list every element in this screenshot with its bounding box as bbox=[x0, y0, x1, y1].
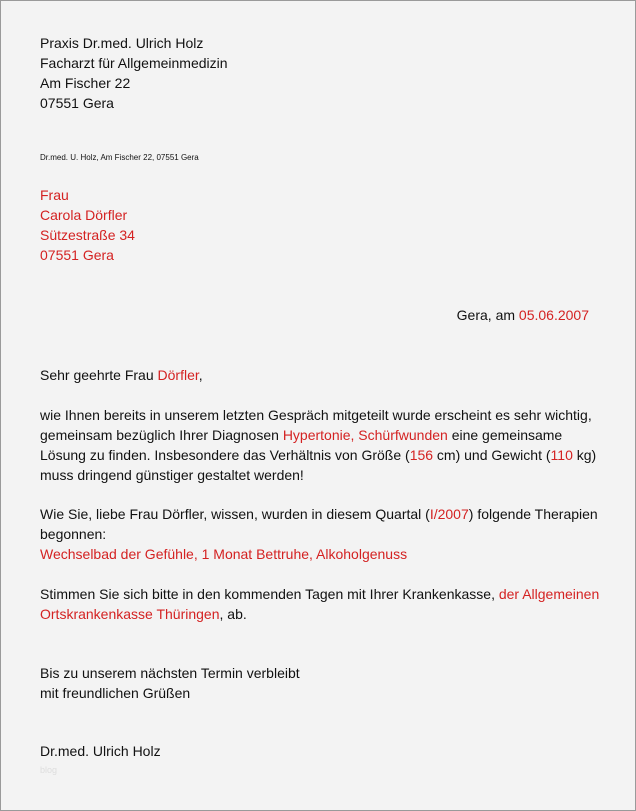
sender-street: Am Fischer 22 bbox=[40, 75, 131, 91]
text-line bbox=[40, 504, 598, 524]
recipient-city: 07551 Gera bbox=[40, 247, 114, 263]
recipient-street: Sützestraße 34 bbox=[40, 227, 135, 243]
text: cm) und Gewicht ( bbox=[433, 447, 551, 463]
sender-address bbox=[40, 33, 228, 113]
text-line bbox=[40, 584, 599, 604]
watermark: blog bbox=[40, 765, 58, 775]
insurance-name: Ortskrankenkasse Thüringen bbox=[40, 606, 220, 622]
closing-line: mit freundlichen Grüßen bbox=[40, 685, 191, 701]
text-line: wie Ihnen bereits in unserem letzten Gespräch mitgeteilt wurde erscheint es sehr wichtig, bbox=[40, 407, 592, 423]
weight-value: 110 bbox=[550, 447, 573, 463]
return-address: Dr.med. U. Holz, Am Fischer 22, 07551 Gera bbox=[40, 153, 199, 162]
signature: Dr.med. Ulrich Holz bbox=[40, 743, 161, 759]
paragraph-therapies bbox=[40, 504, 598, 564]
text: eine gemeinsame bbox=[447, 427, 563, 443]
closing bbox=[40, 663, 300, 703]
text-line: muss dringend günstiger gestaltet werden! bbox=[40, 467, 304, 483]
sender-city: 07551 Gera bbox=[40, 95, 114, 111]
paragraph-diagnosis bbox=[40, 405, 596, 485]
therapies: Wechselbad der Gefühle, 1 Monat Bettruhe, Alkoholgenuss bbox=[40, 546, 408, 562]
date-prefix: Gera, am bbox=[456, 307, 519, 323]
salutation-suffix: , bbox=[198, 367, 203, 383]
text: Lösung zu finden. Insbesondere das Verhältnis von Größe ( bbox=[40, 447, 410, 463]
text-line: begonnen: bbox=[40, 526, 107, 542]
text-line bbox=[40, 425, 596, 445]
quarter-value: I/2007 bbox=[429, 506, 469, 522]
recipient-salutation: Frau bbox=[40, 187, 69, 203]
height-value: 156 bbox=[409, 447, 434, 463]
text: ) folgende Therapien bbox=[468, 506, 598, 522]
paragraph-insurance bbox=[40, 584, 599, 624]
text-line bbox=[40, 445, 596, 465]
sender-name: Praxis Dr.med. Ulrich Holz bbox=[40, 35, 204, 51]
text: Stimmen Sie sich bitte in den kommenden Tagen mit Ihrer Krankenkasse, bbox=[40, 586, 499, 602]
text: , ab. bbox=[219, 606, 247, 622]
salutation-prefix: Sehr geehrte Frau bbox=[40, 367, 158, 383]
text-line bbox=[40, 604, 599, 624]
date-value: 05.06.2007 bbox=[518, 307, 589, 323]
diagnoses: Hypertonie, Schürfwunden bbox=[282, 427, 448, 443]
salutation-name: Dörfler bbox=[157, 367, 199, 383]
salutation bbox=[40, 365, 203, 385]
insurance-name: der Allgemeinen bbox=[498, 586, 600, 602]
closing-line: Bis zu unserem nächsten Termin verbleibt bbox=[40, 665, 300, 681]
sender-title: Facharzt für Allgemeinmedizin bbox=[40, 55, 228, 71]
date-line bbox=[457, 305, 589, 325]
recipient-address bbox=[40, 185, 135, 265]
recipient-name: Carola Dörfler bbox=[40, 207, 128, 223]
text: Wie Sie, liebe Frau Dörfler, wissen, wurden in diesem Quartal ( bbox=[40, 506, 430, 522]
text: gemeinsam bezüglich Ihrer Diagnosen bbox=[40, 427, 283, 443]
text: kg) bbox=[572, 447, 597, 463]
